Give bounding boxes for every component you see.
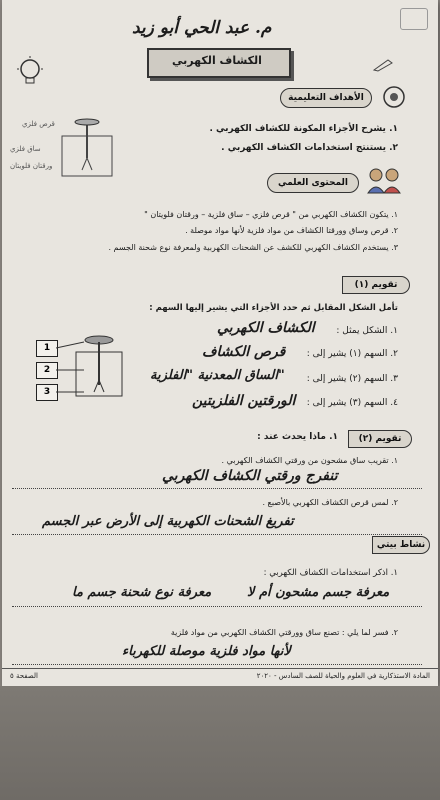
assessment2-prompt: ٢. لمس قرص الكشاف الكهربي بالأصبع . [262, 498, 398, 507]
target-icon [376, 82, 412, 112]
home-activity-prompt: ٢. فسر لما يلي : تصنع ساق وورقتي الكشاف الكهربي من مواد فلزية [170, 628, 398, 637]
lightbulb-icon [14, 55, 46, 87]
answer-line [12, 664, 422, 665]
assessment1-prompt: ٤. السهم (٣) يشير إلى : [306, 398, 398, 408]
teacher-name: م. عبد الحي أبو زيد [132, 18, 272, 38]
assessment2-question: ١. ماذا يحدث عند : [257, 432, 338, 442]
objectives-heading: الأهداف التعليمية [280, 88, 372, 108]
answer-line [12, 488, 422, 489]
home-activity-answer: لأنها مواد فلزية موصلة للكهرباء [122, 644, 291, 659]
figure-number-box: 3 [36, 384, 58, 401]
assessment1-answer: الكشاف الكهربي [217, 320, 315, 336]
objective-item: ٢. يستنتج استخدامات الكشاف الكهربي . [221, 143, 398, 153]
figure-label: ورقتان فلويتان [10, 162, 53, 170]
content-heading: المحتوى العلمي [267, 173, 359, 193]
figure-label: قرص فلزي [22, 120, 55, 128]
figure-number-box: 2 [36, 362, 58, 379]
answer-line [12, 606, 422, 607]
footer-divider [2, 668, 438, 669]
assessment1-answer: الورقتين الفلزيتين [192, 393, 296, 409]
assessment2-answer: تنفرج ورقتي الكشاف الكهربي [162, 468, 338, 484]
students-icon [364, 165, 404, 195]
lesson-title: الكشاف الكهربي [172, 54, 262, 67]
worksheet-page [2, 0, 438, 686]
assessment1-heading: تقويم (١) [342, 276, 410, 294]
assessment2-prompt: ١. تقريب ساق مشحون من ورقتي الكشاف الكهربي . [221, 456, 398, 465]
assessment1-prompt: ٢. السهم (١) يشير إلى : [306, 349, 398, 359]
content-item: ١. يتكون الكشاف الكهربي من " قرص فلزي – ساق فلزية – ورقتان فلويتان " [144, 210, 398, 219]
electroscope-figure [52, 118, 122, 180]
objective-item: ١. يشرح الأجزاء المكونة للكشاف الكهربي . [209, 124, 398, 134]
figure-label: ساق فلزي [10, 145, 41, 153]
home-activity-answer: معرفة جسم مشحون أم لا [247, 585, 390, 600]
content-item: ٢. قرص وساق وورقتا الكشاف من مواد فلزية لأنها مواد موصلة . [185, 226, 398, 235]
pencil-icon [372, 58, 394, 72]
assessment2-heading: تقويم (٢) [348, 430, 412, 448]
desk-surface [0, 686, 440, 800]
home-activity-heading: نشاط بيتي [372, 536, 430, 554]
footer-text: المادة الاستذكارية في العلوم والحياة للصف السادس - ٢٠٢٠ [256, 672, 430, 680]
home-activity-prompt: ١. اذكر استخدامات الكشاف الكهربي : [263, 568, 398, 578]
answer-line [12, 534, 422, 535]
page-number: الصفحة ٥ [10, 672, 38, 680]
corner-badge-icon [400, 8, 428, 30]
figure-number-box: 1 [36, 340, 58, 357]
arrow-lines [56, 340, 86, 400]
assessment1-prompt: ٣. السهم (٢) يشير إلى : [306, 374, 398, 384]
home-activity-answer: معرفة نوع شحنة جسم ما [72, 585, 212, 600]
assessment1-answer: الساق المعدنية "الفلزية" [150, 368, 285, 383]
assessment1-answer: قرص الكشاف [202, 344, 286, 360]
assessment2-answer: تفريغ الشحنات الكهربية إلى الأرض عبر الجسم [42, 514, 294, 529]
assessment1-instruction: تأمل الشكل المقابل ثم حدد الأجزاء التي يشير إليها السهم : [149, 303, 398, 313]
content-item: ٣. يستخدم الكشاف الكهربي للكشف عن الشحنات الكهربية ولمعرفة نوع شحنة الجسم . [108, 243, 398, 252]
assessment1-prompt: ١. الشكل يمثل : [336, 326, 398, 336]
